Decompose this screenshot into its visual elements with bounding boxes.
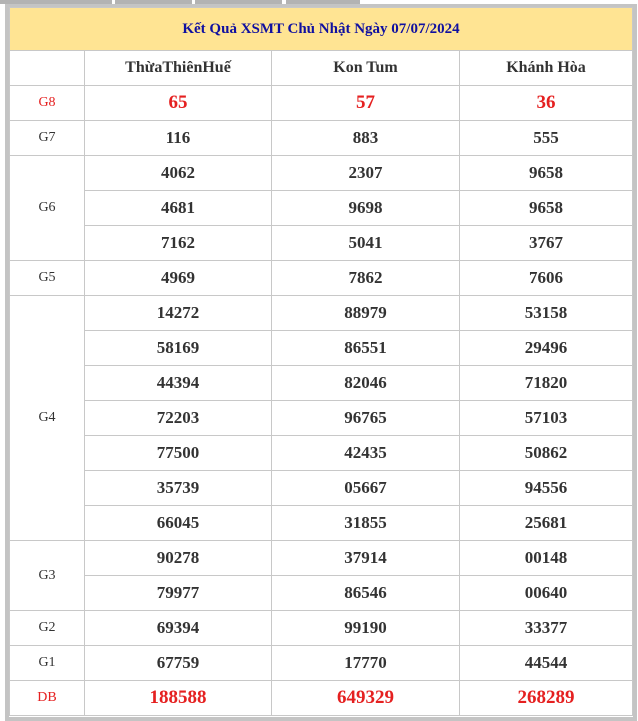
province-header: Kon Tum	[272, 51, 460, 86]
prize-number: 4062	[85, 156, 272, 191]
prize-number: 9698	[272, 191, 460, 226]
prize-number: 05667	[272, 471, 460, 506]
prize-number: 94556	[460, 471, 633, 506]
prize-label: G6	[10, 156, 85, 261]
prize-number: 5041	[272, 226, 460, 261]
prize-number: 65	[85, 86, 272, 121]
province-header: ThừaThiênHuế	[85, 51, 272, 86]
prize-number: 50862	[460, 436, 633, 471]
results-table	[9, 7, 633, 716]
prize-label: G7	[10, 121, 85, 156]
prize-number: 36	[460, 86, 633, 121]
prize-number: 9658	[460, 191, 633, 226]
prize-number: 82046	[272, 366, 460, 401]
prize-number: 67759	[85, 646, 272, 681]
prize-label: G4	[10, 296, 85, 541]
table-row	[10, 436, 633, 471]
prize-number: 90278	[85, 541, 272, 576]
table-row	[10, 261, 633, 296]
prize-number: 14272	[85, 296, 272, 331]
prize-number: 44544	[460, 646, 633, 681]
table-row	[10, 401, 633, 436]
prize-number: 649329	[272, 681, 460, 716]
table-row	[10, 121, 633, 156]
header-empty	[10, 51, 85, 86]
prize-number: 00148	[460, 541, 633, 576]
prize-number: 31855	[272, 506, 460, 541]
table-row	[10, 471, 633, 506]
prize-number: 66045	[85, 506, 272, 541]
prize-number: 33377	[460, 611, 633, 646]
prize-number: 4681	[85, 191, 272, 226]
prize-number: 86546	[272, 576, 460, 611]
prize-number: 2307	[272, 156, 460, 191]
table-row	[10, 191, 633, 226]
prize-number: 42435	[272, 436, 460, 471]
prize-number: 79977	[85, 576, 272, 611]
table-row	[10, 681, 633, 716]
prize-number: 99190	[272, 611, 460, 646]
prize-number: 96765	[272, 401, 460, 436]
table-row	[10, 646, 633, 681]
prize-number: 88979	[272, 296, 460, 331]
prize-number: 35739	[85, 471, 272, 506]
province-header: Khánh Hòa	[460, 51, 633, 86]
prize-number: 00640	[460, 576, 633, 611]
table-row	[10, 226, 633, 261]
prize-number: 25681	[460, 506, 633, 541]
table-row	[10, 576, 633, 611]
prize-number: 37914	[272, 541, 460, 576]
prize-number: 29496	[460, 331, 633, 366]
prize-number: 555	[460, 121, 633, 156]
prize-label: G3	[10, 541, 85, 611]
prize-number: 268289	[460, 681, 633, 716]
prize-number: 77500	[85, 436, 272, 471]
prize-number: 44394	[85, 366, 272, 401]
prize-number: 7162	[85, 226, 272, 261]
prize-label: G8	[10, 86, 85, 121]
prize-number: 57103	[460, 401, 633, 436]
prize-label: G5	[10, 261, 85, 296]
table-title: Kết Quả XSMT Chủ Nhật Ngày 07/07/2024	[10, 8, 633, 51]
prize-label: DB	[10, 681, 85, 716]
table-row	[10, 366, 633, 401]
prize-label: G1	[10, 646, 85, 681]
prize-number: 4969	[85, 261, 272, 296]
prize-number: 7606	[460, 261, 633, 296]
table-row	[10, 541, 633, 576]
prize-number: 69394	[85, 611, 272, 646]
table-row	[10, 611, 633, 646]
prize-number: 58169	[85, 331, 272, 366]
table-row	[10, 506, 633, 541]
prize-number: 57	[272, 86, 460, 121]
table-row	[10, 86, 633, 121]
prize-number: 7862	[272, 261, 460, 296]
prize-number: 53158	[460, 296, 633, 331]
prize-number: 17770	[272, 646, 460, 681]
table-row	[10, 156, 633, 191]
prize-number: 3767	[460, 226, 633, 261]
header-row	[10, 51, 633, 86]
table-row	[10, 331, 633, 366]
prize-number: 116	[85, 121, 272, 156]
table-row	[10, 296, 633, 331]
prize-number: 883	[272, 121, 460, 156]
prize-number: 72203	[85, 401, 272, 436]
results-panel	[5, 4, 637, 721]
prize-number: 188588	[85, 681, 272, 716]
prize-number: 71820	[460, 366, 633, 401]
prize-label: G2	[10, 611, 85, 646]
prize-number: 9658	[460, 156, 633, 191]
prize-number: 86551	[272, 331, 460, 366]
